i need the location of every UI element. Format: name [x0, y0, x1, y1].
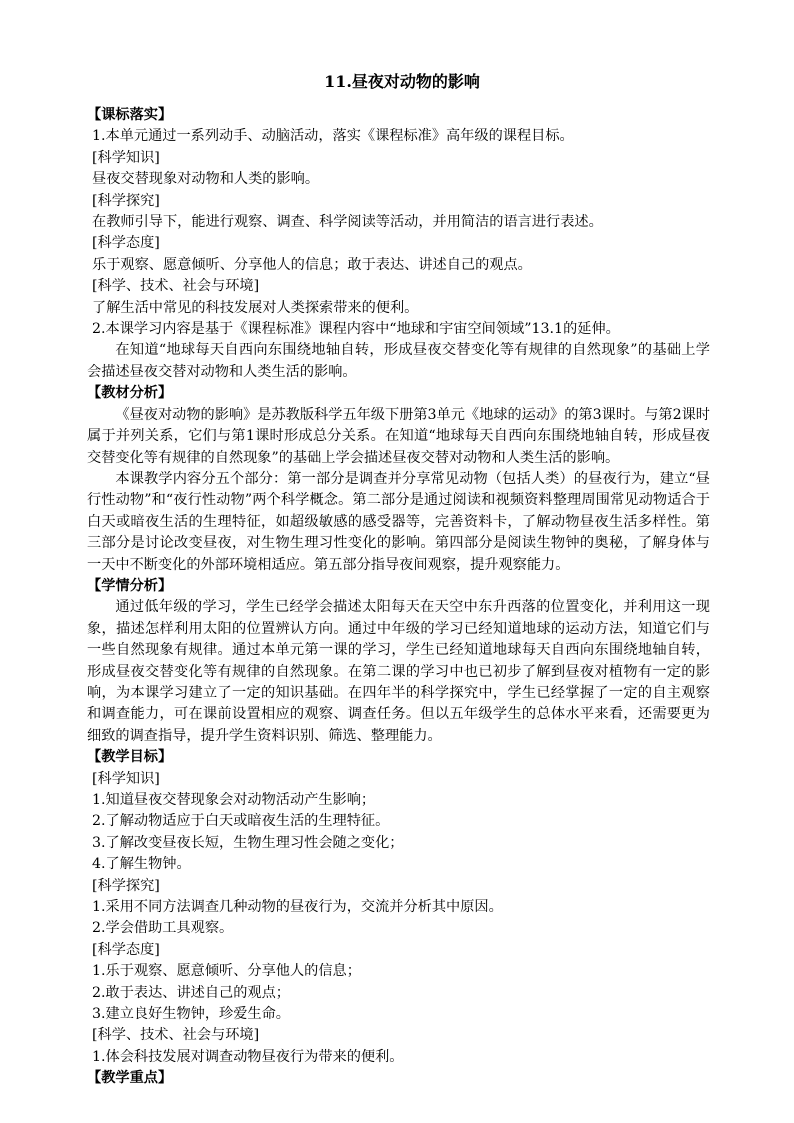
section-heading-mubiao: 【教学目标】: [87, 749, 173, 766]
section-heading-zhongdian: 【教学重点】: [87, 1070, 173, 1087]
paragraph: 《昼夜对动物的影响》是苏教版科学五年级下册第3单元《地球的运动》的第3课时。与第2课时属于并列关系，它们与第1课时形成总分关系。在知道“地球每天自西向东围绕地轴自转，形成昼夜交替变化等有规律的自然现象”的基础上学会描述昼夜交替对动物和人类生活的影响。: [87, 406, 710, 466]
page-title: 11.昼夜对动物的影响: [324, 72, 480, 91]
list-item: 2.了解动物适应于白天或暗夜生活的生理特征。: [92, 813, 390, 830]
subheading: [科学探究]: [92, 877, 160, 894]
section-heading-jiaocai: 【教材分析】: [87, 385, 173, 402]
paragraph: 通过低年级的学习，学生已经学会描述太阳每天在天空中东升西落的位置变化，并利用这一现象，描述怎样利用太阳的位置辨认方向。通过中年级的学习已经知道地球的运动方法，知道它们与一些自然现象有规律。通过本单元第一课的学习，学生已经知道地球每天自西向东围绕地轴自转，形成昼夜交替变化等有规律的自然现象。在第二课的学习中也已初步了解到昼夜对植物有一定的影响，为本课学习建立了一定的知识基础。在四年半的科学探究中，学生已经掌握了一定的自主观察和调查能力，可在课前设置相应的观察、调查任务。但以五年级学生的总体水平来看，还需要更为细致的调查指导，提升学生资料识别、筛选、整理能力。: [87, 599, 710, 744]
paragraph: 在教师引导下，能进行观察、调查、科学阅读等活动，并用简洁的语言进行表述。: [92, 214, 603, 231]
list-item: 2.学会借助工具观察。: [92, 920, 234, 937]
subheading: [科学、技术、社会与环境]: [92, 278, 260, 295]
list-item: 4.了解生物钟。: [92, 856, 191, 873]
list-item: 3.建立良好生物钟，珍爱生命。: [92, 1006, 290, 1023]
section-heading-kebiao: 【课标落实】: [87, 107, 173, 123]
subheading: [科学、技术、社会与环境]: [92, 1027, 260, 1044]
paragraph: 乐于观察、愿意倾听、分享他人的信息；敢于表达、讲述自己的观点。: [92, 256, 532, 273]
paragraph: 了解生活中常见的科技发展对人类探索带来的便利。: [92, 299, 419, 316]
paragraph: 昼夜交替现象对动物和人类的影响。: [92, 171, 320, 188]
subheading: [科学知识]: [92, 149, 160, 166]
paragraph: 1.本单元通过一系列动手、动脑活动，落实《课程标准》高年级的课程目标。: [92, 128, 574, 145]
list-item: 1.体会科技发展对调查动物昼夜行为带来的便利。: [92, 1048, 404, 1065]
subheading: [科学态度]: [92, 941, 160, 958]
section-heading-xueqing: 【学情分析】: [87, 577, 173, 594]
subheading: [科学知识]: [92, 770, 160, 787]
list-item: 2.敢于表达、讲述自己的观点；: [92, 984, 290, 1001]
list-item: 3.了解改变昼夜长短，生物生理习性会随之变化；: [92, 834, 404, 851]
list-item: 1.知道昼夜交替现象会对动物活动产生影响；: [92, 792, 376, 808]
paragraph: 2.本课学习内容是基于《课程标准》课程内容中“地球和宇宙空间领域”13.1的延伸。: [92, 321, 620, 338]
list-item: 1.采用不同方法调查几种动物的昼夜行为，交流并分析其中原因。: [92, 899, 503, 916]
paragraph: 在知道“地球每天自西向东围绕地轴自转，形成昼夜交替变化等有规律的自然现象”的基础上学会描述昼夜交替对动物和人类生活的影响。: [87, 342, 710, 380]
subheading: [科学态度]: [92, 235, 160, 252]
list-item: 1.乐于观察、愿意倾听、分享他人的信息；: [92, 963, 361, 980]
subheading: [科学探究]: [92, 192, 160, 209]
paragraph: 本课教学内容分五个部分：第一部分是调查并分享常见动物（包括人类）的昼夜行为，建立“昼行性动物”和“夜行性动物”两个科学概念。第二部分是通过阅读和视频资料整理周围常见动物适合于白天或暗夜生活的生理特征，如超级敏感的感受器等，完善资料卡，了解动物昼夜生活多样性。第三部分是讨论改变昼夜，对生物生理习性变化的影响。第四部分是阅读生物钟的奥秘，了解身体与一天中不断变化的外部环境相适应。第五部分指导夜间观察，提升观察能力。: [87, 470, 710, 573]
